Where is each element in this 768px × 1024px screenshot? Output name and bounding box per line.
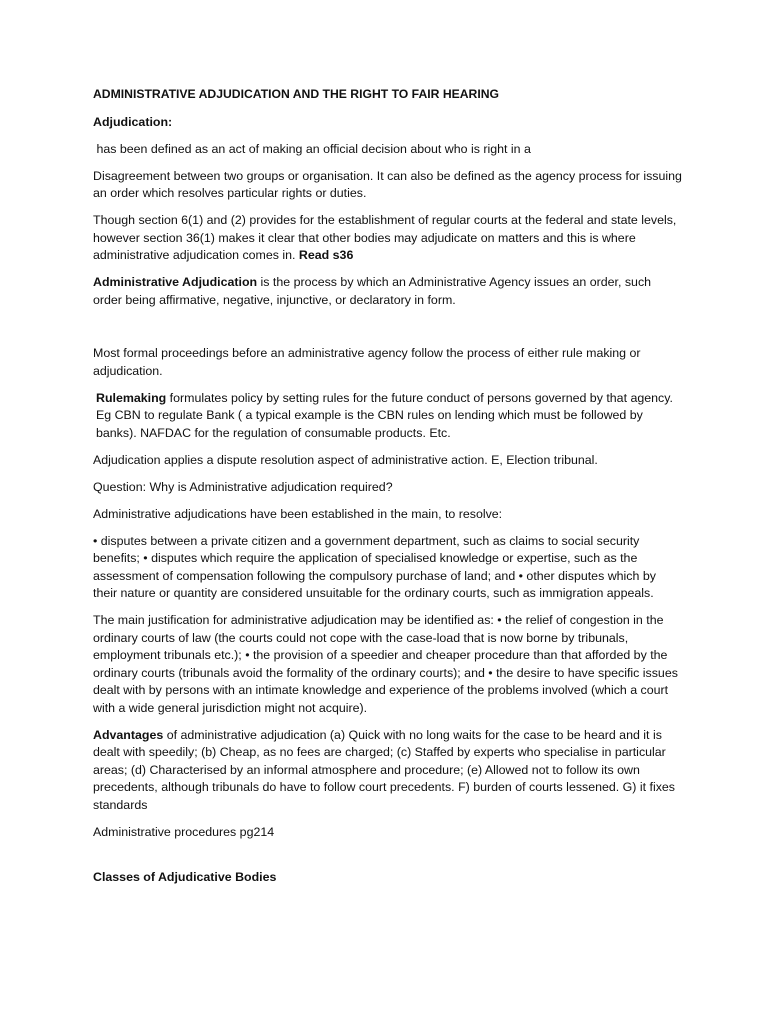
paragraph-justification: The main justification for administrative adjudication may be identified as: • the relief of congestion in the ordinary courts of law (the courts could not cope with the case-load that is now borne by tribunals, employment tribunals etc.); • the provision of a speedier and cheaper procedure than that afforded by the ordinary courts (tribunals avoid the formality of the ordinary courts); and • the desire to have specific issues dealt with by persons with an intimate knowledge and experience of the problems involved (which a court with a wide general jurisdiction might not acquire). <box>93 613 678 715</box>
paragraph-rulemaking <box>93 390 683 443</box>
paragraph-section-36 <box>93 212 683 265</box>
section-text: Though section 6(1) and (2) provides for the establishment of regular courts at the federal and state levels, however section 36(1) makes it clear that other bodies may adjudicate on matters and this is where administrative adjudication comes in. <box>93 213 677 262</box>
paragraph-disagreement: Disagreement between two groups or organisation. It can also be defined as the agency process for issuing an order which resolves particular rights or duties. <box>93 168 682 200</box>
paragraph-disputes-bullets: • disputes between a private citizen and a government department, such as claims to social security benefits; • disputes which require the application of specialised knowledge or expertise, such as the assessment of compensation following the compulsory purchase of land; and • other disputes which by their nature or quantity are considered unsuitable for the ordinary courts, such as immigration appeals. <box>93 533 656 600</box>
paragraph-dispute-resolution: Adjudication applies a dispute resolution aspect of administrative action. E, Election tribunal. <box>93 452 598 467</box>
admin-adjudication-term: Administrative Adjudication <box>93 275 258 289</box>
read-s36-bold: Read s36 <box>298 248 354 262</box>
adjudication-heading: Adjudication: <box>93 114 173 129</box>
document-page <box>93 86 683 896</box>
paragraph-defined: has been defined as an act of making an official decision about who is right in a <box>93 141 531 156</box>
rulemaking-text: formulates policy by setting rules for the future conduct of persons governed by that agency. Eg CBN to regulate Bank ( a typical example is the CBN rules on lending which must be followed by banks). NAFDAC for the regulation of consumable products. Etc. <box>96 390 673 440</box>
paragraph-question: Question: Why is Administrative adjudication required? <box>93 479 393 494</box>
admin-adjudication-text: is the process by which an Administrative Agency issues an order, such order being affirmative, negative, injunctive, or declaratory in form. <box>93 275 652 307</box>
classes-heading: Classes of Adjudicative Bodies <box>93 870 277 884</box>
advantages-text: of administrative adjudication (a) Quick with no long waits for the case to be heard and it is dealt with speedily; (b) Cheap, as no fees are charged; (c) Staffed by experts who specialise in particular areas; (d) Characterised by an informal atmosphere and procedure; (e) Allowed not to follow its own precedents, although tribunals do have to follow court precedents. F) burden of courts lessened. G) it fixes standards <box>93 727 675 812</box>
paragraph-established: Administrative adjudications have been established in the main, to resolve: <box>93 506 503 521</box>
paragraph-formal-proceedings: Most formal proceedings before an administrative agency follow the process of either rule making or adjudication. <box>93 346 641 378</box>
paragraph-administrative-adjudication <box>93 274 683 309</box>
rulemaking-term: Rulemaking <box>96 390 167 405</box>
advantages-term: Advantages <box>93 727 164 742</box>
paragraph-procedures: Administrative procedures pg214 <box>93 824 275 839</box>
document-title: ADMINISTRATIVE ADJUDICATION AND THE RIGHT TO FAIR HEARING <box>93 87 500 101</box>
paragraph-advantages <box>93 727 683 815</box>
